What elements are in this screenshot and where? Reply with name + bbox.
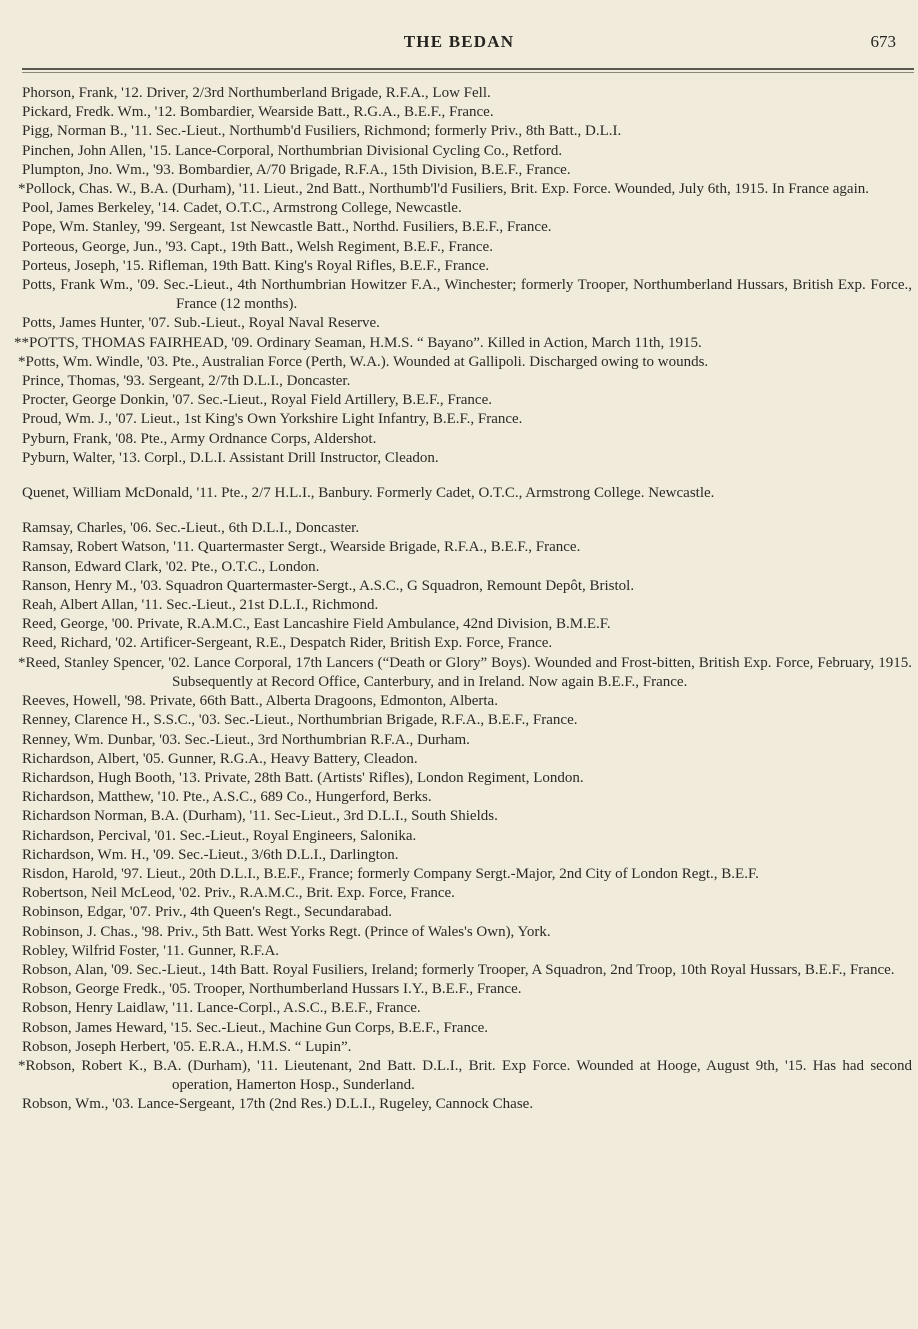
entry-name: Ranson, Henry M., '03. xyxy=(22,577,162,594)
list-item xyxy=(22,410,912,429)
entry-name: Porteus, Joseph, '15. xyxy=(22,257,145,274)
entry-details: Ordinary Seaman, H.M.S. “ Bayano”. Killed in Action, March 11th, 1915. xyxy=(256,334,702,351)
list-item xyxy=(22,1095,912,1114)
list-item xyxy=(22,257,912,276)
list-item xyxy=(22,314,912,333)
entry-details: Trooper, Northumberland Hussars I.Y., B.E.F., France. xyxy=(194,981,522,998)
list-item xyxy=(22,484,912,503)
entry-details: Private, 28th Batt. (Artists' Rifles), London Regiment, London. xyxy=(204,769,584,786)
entry-details: Lance-Sergeant, 17th (2nd Res.) D.L.I., Rugeley, Cannock Chase. xyxy=(137,1096,534,1113)
entry-details: Rifleman, 19th Batt. King's Royal Rifles, B.E.F., France. xyxy=(148,257,490,274)
entry-details: Sec.-Lieut., Royal Engineers, Salonika. xyxy=(179,827,417,844)
entry-details: E.R.A., H.M.S. “ Lupin”. xyxy=(198,1038,352,1055)
entry-details: Sec.-Lieut., Royal Field Artillery, B.E.F., France. xyxy=(197,392,492,409)
entry-details: Squadron Quartermaster-Sergt., A.S.C., G Squadron, Remount Depôt, Bristol. xyxy=(165,577,635,594)
entry-details: Pte., Army Ordnance Corps, Aldershot. xyxy=(140,430,377,447)
list-item xyxy=(22,538,912,557)
list-item xyxy=(22,846,912,865)
entry-name: Pigg, Norman B., '11. xyxy=(22,123,153,140)
entry-name: Ranson, Edward Clark, '02. xyxy=(22,558,188,575)
list-item xyxy=(22,103,912,122)
list-item xyxy=(22,596,912,615)
entry-name: Potts, Frank Wm., '09. xyxy=(22,277,159,294)
entry-name: Reed, Richard, '02. xyxy=(22,635,137,652)
entry-details: Bombardier, A/70 Brigade, R.F.A., 15th Division, B.E.F., France. xyxy=(178,161,571,178)
list-item xyxy=(22,903,912,922)
entry-details: Lieut., 20th D.L.I., B.E.F., France; formerly Company Sergt.-Major, 2nd City of London Regt., B.E.F. xyxy=(146,865,759,882)
entry-details: Priv., 5th Batt. West Yorks Regt. (Prince of Wales's Own), York. xyxy=(166,923,551,940)
entry-name: Phorson, Frank, '12. xyxy=(22,85,143,101)
entry-details: Sec.-Lieut., 4th Northumbrian Howitzer F.A., Winchester; formerly Trooper, Northumberland Hussars, British Exp. Force., France (12 months). xyxy=(163,277,912,313)
header-rule-thick xyxy=(22,68,914,70)
list-item xyxy=(22,980,912,999)
roll-of-service-list xyxy=(14,84,913,1115)
entry-details: Quartermaster Sergt., Wearside Brigade, R.F.A., B.E.F., France. xyxy=(197,539,581,556)
list-item xyxy=(22,391,912,410)
entry-name: Reeves, Howell, '98. xyxy=(22,693,146,710)
entry-name: Reed, George, '00. xyxy=(22,616,134,633)
entry-name: Porteous, George, Jun., '93. xyxy=(22,238,187,255)
entry-details: Sec.-Lieut., Machine Gun Corps, B.E.F., France. xyxy=(195,1019,489,1036)
entry-details: Lance Corporal, 17th Lancers (“Death or Glory” Boys). Wounded and Frost-bitten, British Exp. Force, February, 1915. Subsequently at Record Office, Canterbury, and in Ireland. Now again B.E.F., France. xyxy=(172,654,913,690)
entry-details: Sec.-Lieut., Northumbrian Brigade, R.F.A., B.E.F., France. xyxy=(224,712,578,729)
list-item xyxy=(22,372,912,391)
entry-details: Sergeant, 1st Newcastle Batt., Northd. Fusiliers, B.E.F., France. xyxy=(169,219,552,236)
entry-name: Robinson, J. Chas., '98. xyxy=(22,923,164,940)
entry-name: Robertson, Neil McLeod, '02. xyxy=(22,885,201,902)
entry-name: Richardson, Albert, '05. xyxy=(22,750,165,767)
list-item xyxy=(22,788,912,807)
entry-name: Plumpton, Jno. Wm., '93. xyxy=(22,161,175,178)
entry-name: Robson, Wm., '03. xyxy=(22,1096,134,1113)
entry-name: Richardson, Hugh Booth, '13. xyxy=(22,769,201,786)
list-item xyxy=(22,634,912,653)
entry-name: Reed, Stanley Spencer, '02. xyxy=(25,654,190,671)
list-item xyxy=(22,692,912,711)
list-item xyxy=(22,430,912,449)
list-item xyxy=(22,865,912,884)
list-item xyxy=(22,238,912,257)
list-item xyxy=(22,161,912,180)
entry-name: Potts, James Hunter, '07. xyxy=(22,315,170,332)
list-item xyxy=(22,615,912,634)
entry-name: Robson, Robert K., B.A. (Durham), '11. xyxy=(25,1057,278,1074)
entry-details: Lieutenant, 2nd Batt. D.L.I., Brit. Exp Force. Wounded at Hooge, August 9th, '15. Has had second operation, Hamerton Hosp., Sunderland. xyxy=(172,1057,912,1094)
running-title: THE BEDAN xyxy=(403,32,515,51)
entry-details: Pte., Australian Force (Perth, W.A.). Wounded at Gallipoli. Discharged owing to wounds. xyxy=(172,353,709,370)
list-item xyxy=(18,353,912,372)
list-item xyxy=(22,827,912,846)
entry-name: Quenet, William McDonald, '11. xyxy=(22,485,218,502)
list-item xyxy=(22,449,912,468)
entry-name: Richardson, Percival, '01. xyxy=(22,827,176,844)
list-item xyxy=(22,1038,912,1057)
entry-details: Sec.-Lieut., 21st D.L.I., Richmond. xyxy=(166,597,379,614)
entry-details: Gunner, R.G.A., Heavy Battery, Cleadon. xyxy=(168,750,418,767)
page-number: 673 xyxy=(870,32,896,51)
entry-details: Sec.-Lieut., 6th D.L.I., Doncaster. xyxy=(155,520,360,537)
entry-name: Richardson Norman, B.A. (Durham), '11. xyxy=(22,808,271,825)
entry-name: Robley, Wilfrid Foster, '11. xyxy=(22,942,185,959)
entry-details: Cadet, O.T.C., Armstrong College, Newcastle. xyxy=(183,200,462,217)
list-item xyxy=(22,558,912,577)
list-item xyxy=(22,199,912,218)
entry-name: Ramsay, Robert Watson, '11. xyxy=(22,539,195,556)
list-item xyxy=(22,923,912,942)
entry-details: Lance-Corporal, Northumbrian Divisional Cycling Co., Retford. xyxy=(175,142,563,159)
entry-details: Pte., 2/7 H.L.I., Banbury. Formerly Cadet, O.T.C., Armstrong College. Newcastle. xyxy=(221,485,715,502)
entry-name: Renney, Clarence H., S.S.C., '03. xyxy=(22,712,221,729)
entry-details: Lieut., 1st King's Own Yorkshire Light Infantry, B.E.F., France. xyxy=(140,411,523,428)
entry-name: Prince, Thomas, '93. xyxy=(22,373,145,390)
entry-name: Pyburn, Walter, '13. xyxy=(22,449,141,466)
list-item xyxy=(22,807,912,826)
entry-details: Sec.-Lieut., 3/6th D.L.I., Darlington. xyxy=(178,846,399,863)
entry-details: Sec.-Lieut., 3rd Northumbrian R.F.A., Durham. xyxy=(184,731,470,748)
list-item xyxy=(22,276,912,314)
entry-details: Driver, 2/3rd Northumberland Brigade, R.F.A., Low Fell. xyxy=(146,85,491,101)
list-item xyxy=(18,1057,912,1095)
entry-name: Robson, Henry Laidlaw, '11. xyxy=(22,1000,194,1017)
list-item xyxy=(22,884,912,903)
list-item xyxy=(22,142,912,161)
entry-details: Corpl., D.L.I. Assistant Drill Instructor, Cleadon. xyxy=(144,449,439,466)
running-header xyxy=(0,28,918,58)
entry-name: Pope, Wm. Stanley, '99. xyxy=(22,219,166,236)
entry-details: Lieut., 2nd Batt., Northumb'l'd Fusiliers, Brit. Exp. Force. Wounded, July 6th, 1915. In France again. xyxy=(263,181,869,198)
entry-name: Richardson, Matthew, '10. xyxy=(22,789,180,806)
entry-details: Gunner, R.F.A. xyxy=(187,942,280,959)
casualty-marker: * xyxy=(18,1057,26,1074)
entry-details: Sergeant, 2/7th D.L.I., Doncaster. xyxy=(148,373,351,390)
entry-details: Private, 66th Batt., Alberta Dragoons, Edmonton, Alberta. xyxy=(149,693,498,710)
list-item xyxy=(22,750,912,769)
section-r xyxy=(18,519,913,1114)
list-item xyxy=(14,334,912,353)
section-q xyxy=(22,484,912,503)
entry-details: Pte., O.T.C., London. xyxy=(190,558,320,575)
entry-details: Artificer-Sergeant, R.E., Despatch Rider, British Exp. Force, France. xyxy=(139,635,553,652)
entry-name: Renney, Wm. Dunbar, '03. xyxy=(22,731,181,748)
entry-name: Pool, James Berkeley, '14. xyxy=(22,200,180,217)
list-item xyxy=(22,942,912,961)
entry-name: Pyburn, Frank, '08. xyxy=(22,430,137,447)
entry-name: Proud, Wm. J., '07. xyxy=(22,411,137,428)
list-item xyxy=(22,218,912,237)
list-item xyxy=(22,122,912,141)
casualty-marker: ** xyxy=(14,334,29,351)
list-item xyxy=(22,84,912,103)
section-p xyxy=(14,84,912,468)
entry-details: Pte., A.S.C., 689 Co., Hungerford, Berks. xyxy=(182,789,432,806)
entry-details: Priv., 4th Queen's Regt., Secundarabad. xyxy=(154,904,393,921)
entry-details: Sec.-Lieut., Northumb'd Fusiliers, Richmond; formerly Priv., 8th Batt., D.L.I. xyxy=(155,123,622,140)
list-item xyxy=(22,711,912,730)
header-rule-thin xyxy=(22,72,914,73)
entry-name: Procter, George Donkin, '07. xyxy=(22,392,194,409)
entry-name: Potts, Wm. Windle, '03. xyxy=(25,353,169,370)
entry-details: Lance-Corpl., A.S.C., B.E.F., France. xyxy=(196,1000,421,1017)
list-item xyxy=(22,1019,912,1038)
entry-name: Pollock, Chas. W., B.A. (Durham), '11. xyxy=(25,181,260,198)
list-item xyxy=(22,999,912,1018)
entry-name: Robinson, Edgar, '07. xyxy=(22,904,152,921)
entry-name: Robson, George Fredk., '05. xyxy=(22,981,191,998)
entry-name: Ramsay, Charles, '06. xyxy=(22,520,152,537)
entry-details: Bombardier, Wearside Batt., R.G.A., B.E.F., France. xyxy=(179,104,494,121)
casualty-marker: * xyxy=(18,181,26,198)
entry-name: Risdon, Harold, '97. xyxy=(22,865,143,882)
entry-name: Robson, Alan, '09. xyxy=(22,961,133,978)
list-item xyxy=(18,180,912,199)
entry-details: Sub.-Lieut., Royal Naval Reserve. xyxy=(173,315,380,332)
entry-details: Private, R.A.M.C., East Lancashire Field Ambulance, 42nd Division, B.M.E.F. xyxy=(136,616,611,633)
entry-name: Reah, Albert Allan, '11. xyxy=(22,597,163,614)
entry-name: Robson, Joseph Herbert, '05. xyxy=(22,1038,195,1055)
list-item xyxy=(22,961,912,980)
casualty-marker: * xyxy=(18,353,26,370)
entry-details: Priv., R.A.M.C., Brit. Exp. Force, France. xyxy=(204,885,455,902)
entry-name: POTTS, THOMAS FAIRHEAD, '09. xyxy=(29,334,253,351)
entry-name: Pinchen, John Allen, '15. xyxy=(22,142,172,159)
list-item xyxy=(22,519,912,538)
entry-name: Pickard, Fredk. Wm., '12. xyxy=(22,104,177,121)
entry-details: Sec.-Lieut., 14th Batt. Royal Fusiliers, Ireland; formerly Trooper, A Squadron, 2nd Troop, 10th Royal Hussars, B.E.F., France. xyxy=(136,961,895,978)
list-item xyxy=(22,577,912,596)
entry-details: Capt., 19th Batt., Welsh Regiment, B.E.F., France. xyxy=(190,238,493,255)
list-item xyxy=(22,769,912,788)
casualty-marker: * xyxy=(18,654,26,671)
list-item xyxy=(22,731,912,750)
list-item xyxy=(18,654,912,692)
entry-name: Richardson, Wm. H., '09. xyxy=(22,846,175,863)
entry-details: Sec-Lieut., 3rd D.L.I., South Shields. xyxy=(274,808,498,825)
entry-name: Robson, James Heward, '15. xyxy=(22,1019,193,1036)
